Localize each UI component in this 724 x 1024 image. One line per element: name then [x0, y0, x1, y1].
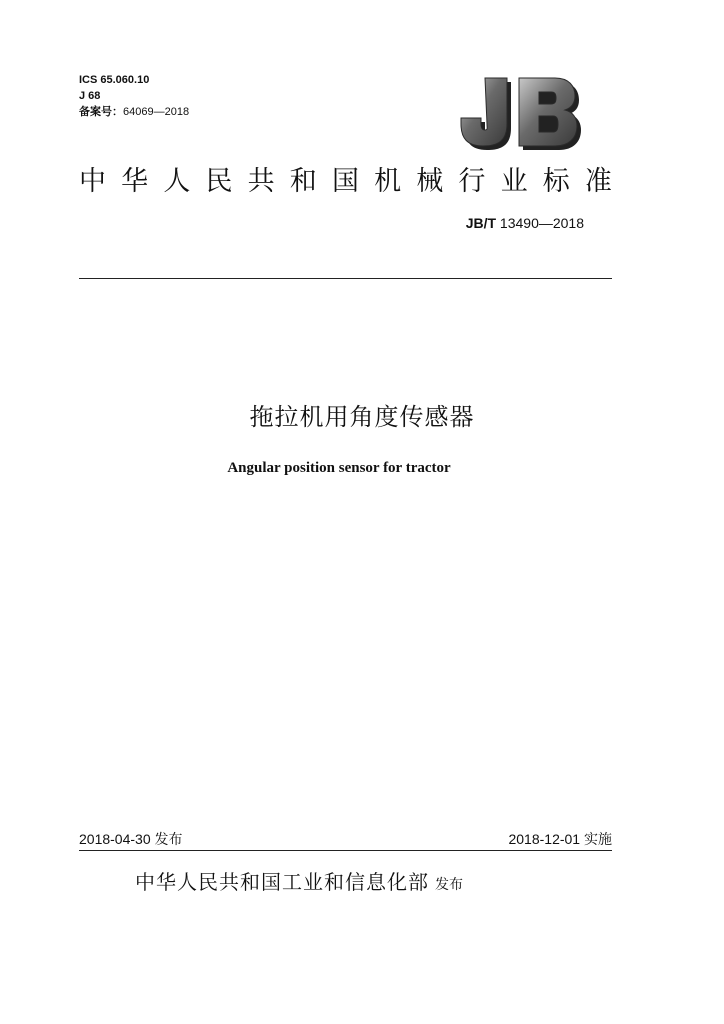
document-metadata [79, 72, 189, 120]
title-char: 机 [374, 166, 402, 197]
issuer-organization: 中华人民共和国工业和信息化部 [135, 870, 429, 894]
standard-number-prefix: JB/T [465, 215, 497, 231]
standard-body-title [79, 162, 612, 202]
title-char: 民 [205, 166, 233, 197]
publish-date: 2018-04-30 发布 [79, 831, 183, 847]
issuer-action: 发布 [435, 877, 463, 893]
ics-code: ICS 65.060.10 [79, 74, 150, 86]
title-char: 中 [79, 166, 106, 197]
document-title-chinese: 拖拉机用角度传感器 [249, 403, 475, 431]
top-divider [79, 278, 612, 279]
title-char: 械 [416, 166, 444, 197]
classification-code: J 68 [79, 90, 101, 102]
record-number: 64069—2018 [123, 106, 190, 118]
document-title-english: Angular position sensor for tractor [227, 460, 451, 476]
title-char: 人 [163, 166, 191, 197]
record-label: 备案号： [79, 106, 123, 118]
title-char: 华 [121, 166, 149, 197]
title-char: 和 [289, 166, 317, 197]
effective-date: 2018-12-01 实施 [508, 831, 612, 847]
title-char: 国 [331, 166, 359, 197]
standard-number [466, 215, 584, 231]
issuing-authority [135, 866, 463, 895]
title-char: 业 [500, 166, 528, 197]
bottom-divider [79, 850, 612, 851]
title-char: 准 [584, 166, 612, 197]
title-char: 标 [542, 166, 570, 197]
record-number-line [79, 104, 189, 120]
title-char: 行 [458, 166, 486, 197]
jb-logo [455, 72, 585, 152]
standard-number-value: 13490—2018 [496, 215, 584, 231]
title-char: 共 [247, 166, 275, 197]
